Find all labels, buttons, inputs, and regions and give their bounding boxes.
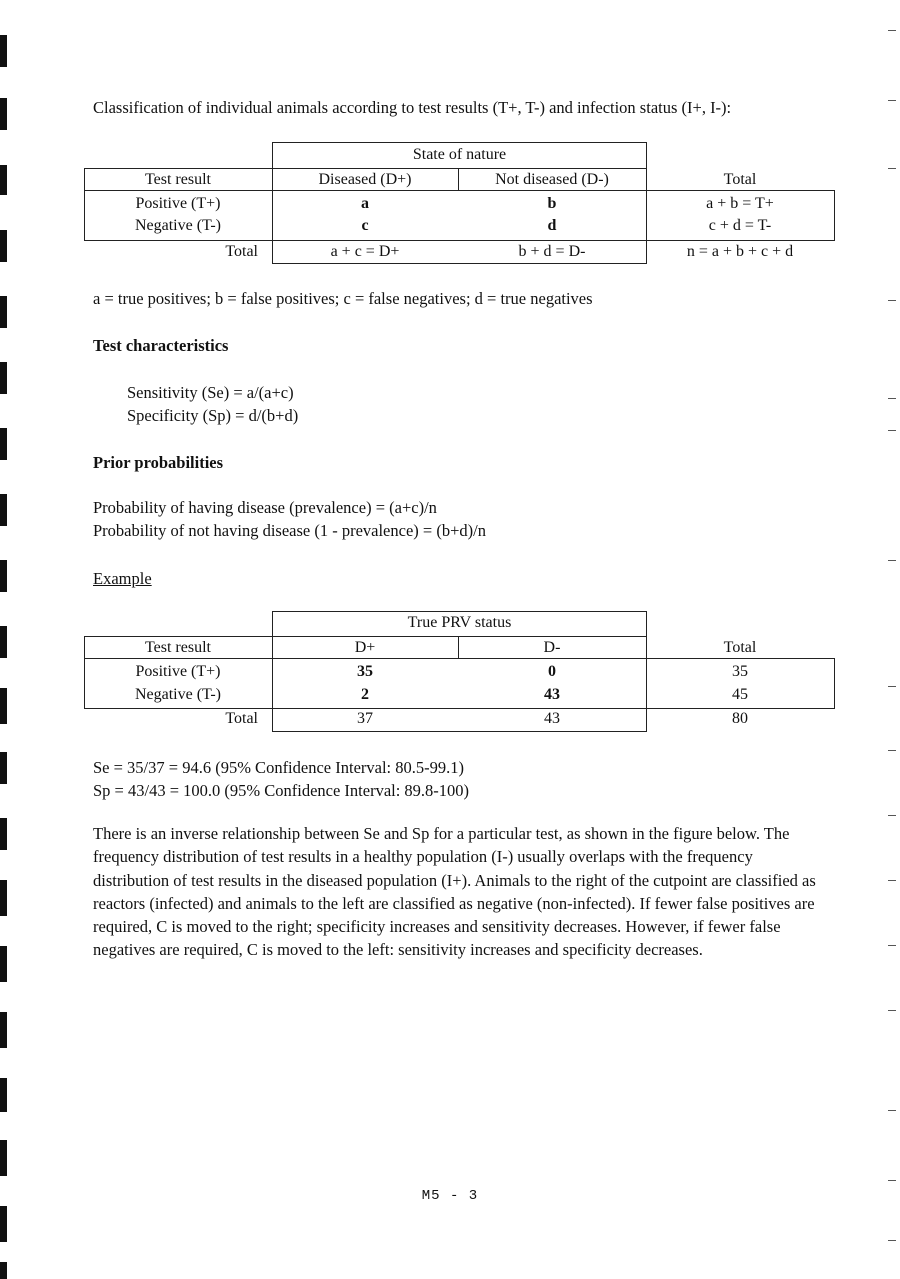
table-rule: [272, 611, 647, 612]
row-label: Negative (T-): [134, 217, 222, 234]
group-header: State of nature: [412, 146, 507, 163]
binding-mark: [0, 688, 7, 724]
row-label: Total: [225, 243, 258, 260]
se-result: Se = 35/37 = 94.6 (95% Confidence Interval: 80.5-99.1): [93, 758, 464, 777]
binding-mark: [0, 560, 7, 592]
edge-mark: [888, 168, 896, 169]
col-d-minus: D-: [543, 639, 561, 656]
cell-value: c: [361, 217, 369, 234]
col-total: Total: [723, 171, 757, 188]
sp-result: Sp = 43/43 = 100.0 (95% Confidence Interval: 89.8-100): [93, 781, 470, 800]
binding-mark: [0, 362, 7, 394]
edge-mark: [888, 30, 896, 31]
cell-value: b: [547, 195, 557, 212]
col-not-diseased: Not diseased (D-): [495, 171, 609, 188]
binding-mark: [0, 1012, 7, 1048]
sensitivity-formula: Sensitivity (Se) = a/(a+c): [127, 383, 294, 402]
edge-mark: [888, 880, 896, 881]
cell-value: 43: [544, 686, 560, 703]
cell-value: n = a + b + c + d: [686, 243, 794, 260]
cell-value: 35: [732, 663, 748, 680]
binding-mark: [0, 428, 7, 460]
table-rule: [84, 190, 835, 191]
cell-value: b + d = D-: [518, 243, 586, 260]
edge-mark: [888, 1110, 896, 1111]
edge-mark: [888, 1240, 896, 1241]
group-header: True PRV status: [407, 614, 512, 631]
section-heading-test-characteristics: Test characteristics: [93, 336, 229, 355]
edge-mark: [888, 945, 896, 946]
cell-value: 43: [544, 710, 560, 727]
binding-mark: [0, 494, 7, 526]
cell-value: a + b = T+: [706, 195, 774, 212]
edge-mark: [888, 1010, 896, 1011]
binding-mark: [0, 946, 7, 982]
col-diseased: Diseased (D+): [318, 171, 412, 188]
binding-mark: [0, 1078, 7, 1112]
binding-mark: [0, 35, 7, 67]
col-test-result: Test result: [145, 639, 211, 656]
prevalence-line: Probability of having disease (prevalence) = (a+c)/n: [93, 498, 437, 517]
binding-mark: [0, 165, 7, 195]
edge-mark: [888, 560, 896, 561]
edge-mark: [888, 1180, 896, 1181]
explanation-paragraph: There is an inverse relationship between Se and Sp for a particular test, as shown in the figure below. The frequency distribution of test results in a healthy population (I-) usually overlaps with the frequency distribution of test results in the diseased population (I+). Animals to the right of the cutpoint are classified as reactors (infected) and animals to the left are classified as negative (non-infected). If fewer false positives are required, C is moved to the right; specificity increases and sensitivity decreases. However, if fewer false negatives are required, C is moved to the left: sensitivity increases and specificity decreases.: [93, 824, 816, 960]
cell-value: 2: [361, 686, 369, 703]
definitions-text: a = true positives; b = false positives; c = false negatives; d = true negatives: [93, 289, 593, 308]
table-rule: [84, 636, 647, 637]
cell-value: c + d = T-: [708, 217, 772, 234]
col-d-plus: D+: [354, 639, 376, 656]
edge-mark: [888, 300, 896, 301]
non-prevalence-line: Probability of not having disease (1 - prevalence) = (b+d)/n: [93, 521, 486, 540]
row-label: Positive (T+): [135, 195, 221, 212]
edge-mark: [888, 686, 896, 687]
binding-mark: [0, 626, 7, 658]
cell-value: a + c = D+: [330, 243, 400, 260]
binding-mark: [0, 880, 7, 916]
intro-text: Classification of individual animals according to test results (T+, T-) and infection status (I+, I-):: [93, 98, 732, 117]
edge-mark: [888, 750, 896, 751]
binding-mark: [0, 98, 7, 130]
cell-value: 0: [548, 663, 556, 680]
binding-mark: [0, 1262, 7, 1279]
col-test-result: Test result: [145, 171, 211, 188]
edge-mark: [888, 398, 896, 399]
edge-mark: [888, 430, 896, 431]
specificity-formula: Specificity (Sp) = d/(b+d): [127, 406, 299, 425]
cell-value: 35: [357, 663, 373, 680]
binding-mark: [0, 752, 7, 784]
binding-mark: [0, 818, 7, 850]
table-rule: [84, 658, 835, 659]
table-rule: [84, 168, 647, 169]
binding-mark: [0, 1206, 7, 1242]
table-rule: [84, 240, 835, 241]
cell-value: a: [361, 195, 369, 212]
cell-value: 80: [732, 710, 748, 727]
row-label: Positive (T+): [135, 663, 221, 680]
cell-value: 45: [732, 686, 748, 703]
cell-value: d: [547, 217, 557, 234]
table-rule: [272, 731, 647, 732]
section-heading-prior-probabilities: Prior probabilities: [93, 453, 224, 472]
row-label: Total: [225, 710, 258, 727]
edge-mark: [888, 100, 896, 101]
edge-mark: [888, 815, 896, 816]
page-number: M5 - 3: [421, 1188, 479, 1204]
cell-value: 37: [357, 710, 373, 727]
table-rule: [272, 142, 647, 143]
example-heading: Example: [93, 569, 152, 588]
binding-mark: [0, 230, 7, 262]
col-total: Total: [723, 639, 757, 656]
binding-mark: [0, 296, 7, 328]
binding-mark: [0, 1140, 7, 1176]
table-rule: [834, 658, 835, 708]
table-rule: [834, 190, 835, 240]
row-label: Negative (T-): [134, 686, 222, 703]
table-rule: [272, 263, 647, 264]
